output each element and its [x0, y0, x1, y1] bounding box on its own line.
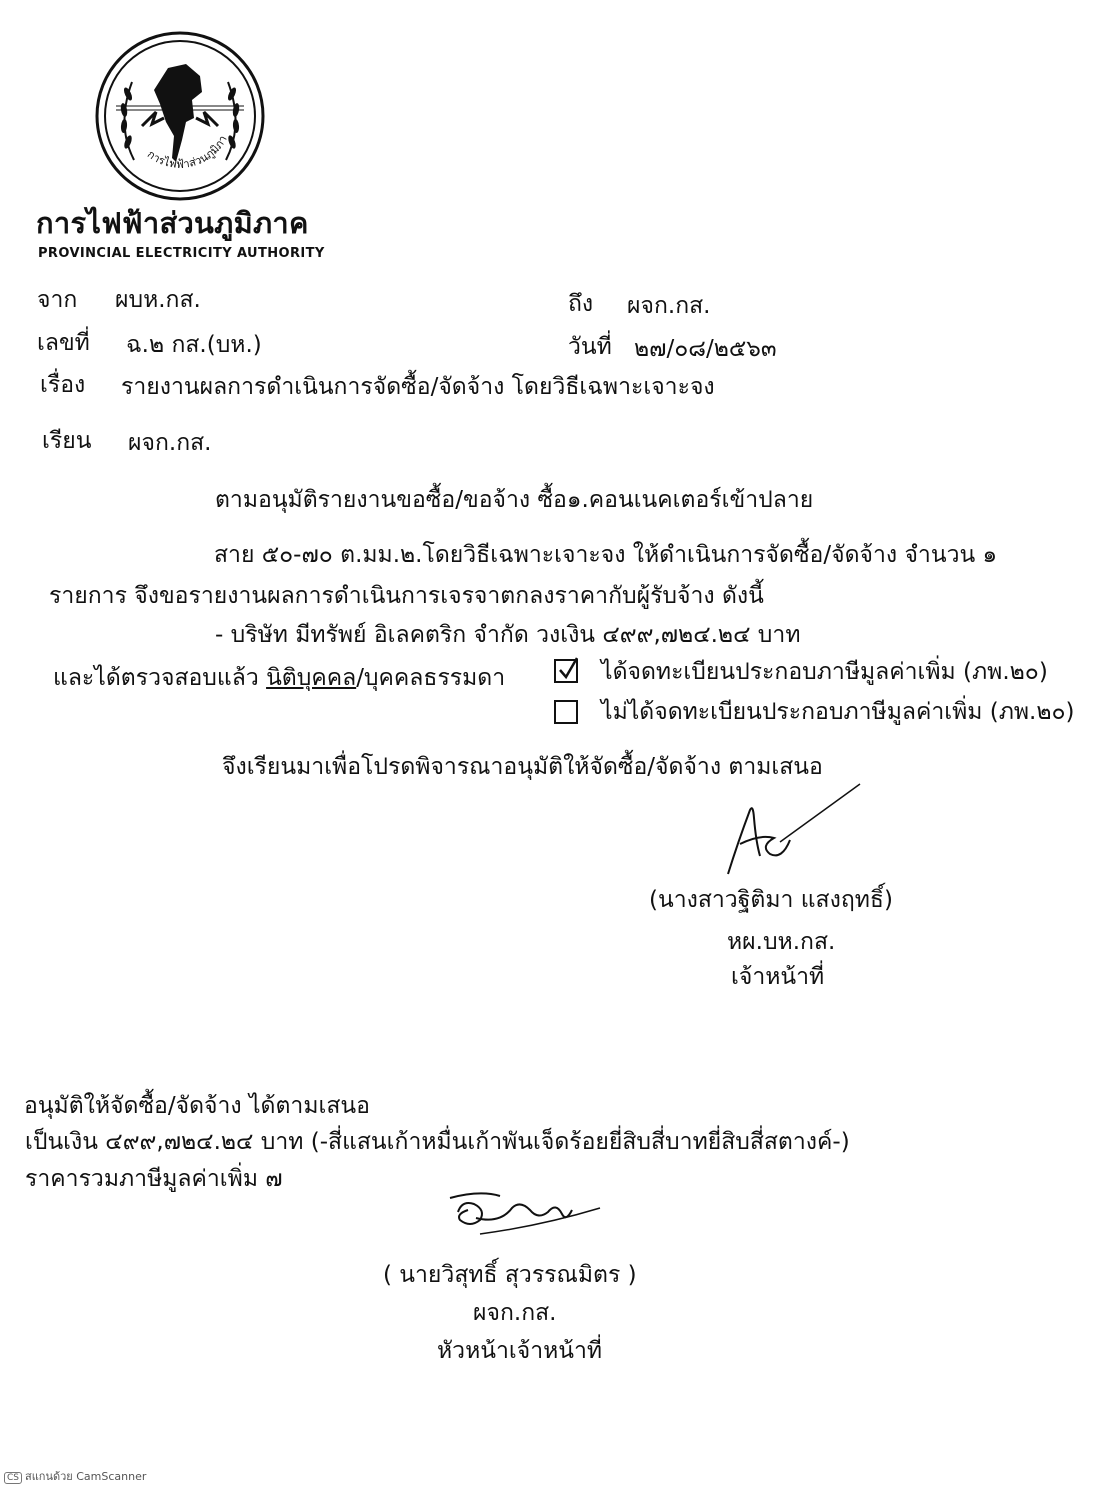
juristic-person-underlined: นิติบุคคล: [266, 665, 357, 691]
org-name-thai: การไฟฟ้าส่วนภูมิภาค: [36, 206, 309, 240]
date-label: วันที่: [568, 334, 612, 360]
camscanner-icon: CS: [4, 1472, 22, 1484]
signer-2-position: ผจก.กส.: [473, 1300, 557, 1326]
approval-amount-line: เป็นเงิน ๔๙๙,๗๒๔.๒๔ บาท (-สี่แสนเก้าหมื่นเก้าพันเจ็ดร้อยยี่สิบสี่บาทยี่สิบสี่สตางค์-): [25, 1129, 850, 1155]
from-label: จาก: [37, 287, 78, 313]
signer-2-role: หัวหน้าเจ้าหน้าที่: [437, 1338, 603, 1364]
signer-1-position: หผ.บห.กส.: [727, 929, 836, 955]
signer-1-role: เจ้าหน้าที่: [731, 964, 825, 990]
closing-line: จึงเรียนมาเพื่อโปรดพิจารณาอนุมัติให้จัดซื้อ/จัดจ้าง ตามเสนอ: [222, 754, 823, 780]
attention-value: ผจก.กส.: [128, 430, 212, 456]
signature-2: [440, 1186, 610, 1244]
org-name-english: PROVINCIAL ELECTRICITY AUTHORITY: [38, 246, 325, 261]
signature-1: [720, 782, 865, 882]
approval-line-1: อนุมัติให้จัดซื้อ/จัดจ้าง ได้ตามเสนอ: [24, 1093, 370, 1119]
attention-label: เรียน: [42, 428, 92, 454]
verification-line: [53, 665, 505, 691]
date-value: ๒๗/๐๘/๒๕๖๓: [634, 336, 777, 362]
contractor-line: - บริษัท มีทรัพย์ อิเลคตริก จำกัด วงเงิน ๔๙๙,๗๒๔.๒๔ บาท: [215, 622, 801, 648]
doc-number-label: เลขที่: [37, 330, 90, 356]
camscanner-text: สแกนด้วย CamScanner: [25, 1470, 147, 1483]
body-line-2: สาย ๕๐-๗๐ ต.มม.๒.โดยวิธีเฉพาะเจาะจง ให้ดำเนินการจัดซื้อ/จัดจ้าง จำนวน ๑: [214, 542, 998, 568]
doc-number-value: ฉ.๒ กส.(บห.): [126, 332, 262, 358]
verification-prefix: และได้ตรวจสอบแล้ว: [53, 665, 259, 691]
seal-text: การไฟฟ้าส่วนภูมิภา: [144, 133, 230, 171]
body-line-3: รายการ จึงขอรายงานผลการดำเนินการเจรจาตกลงราคากับผู้รับจ้าง ดังนี้: [49, 583, 764, 609]
body-line-1: ตามอนุมัติรายงานขอซื้อ/ขอจ้าง ซื้อ๑.คอนเนคเตอร์เข้าปลาย: [215, 487, 814, 513]
natural-person: /บุคคลธรรมดา: [356, 665, 506, 691]
to-label: ถึง: [568, 291, 594, 317]
signer-2-name: ( นายวิสุทธิ์ สุวรรณมิตร ): [383, 1262, 637, 1288]
from-value: ผบห.กส.: [115, 287, 201, 313]
vat-not-registered-label: ไม่ได้จดทะเบียนประกอบภาษีมูลค่าเพิ่ม (ภพ.๒๐): [601, 699, 1075, 725]
signer-1-name: (นางสาวฐิติมา แสงฤทธิ์): [649, 887, 893, 913]
vat-registered-label: ได้จดทะเบียนประกอบภาษีมูลค่าเพิ่ม (ภพ.๒๐): [601, 659, 1048, 685]
to-value: ผจก.กส.: [627, 293, 711, 319]
subject-value: รายงานผลการดำเนินการจัดซื้อ/จัดจ้าง โดยวิธีเฉพาะเจาะจง: [121, 374, 715, 400]
pea-seal-logo: [94, 30, 266, 202]
camscanner-watermark: [4, 1467, 146, 1485]
subject-label: เรื่อง: [40, 372, 86, 398]
vat-not-registered-checkbox[interactable]: [554, 700, 578, 724]
vat-registered-checkbox[interactable]: [554, 659, 578, 683]
approval-vat-line: ราคารวมภาษีมูลค่าเพิ่ม ๗: [25, 1166, 283, 1192]
